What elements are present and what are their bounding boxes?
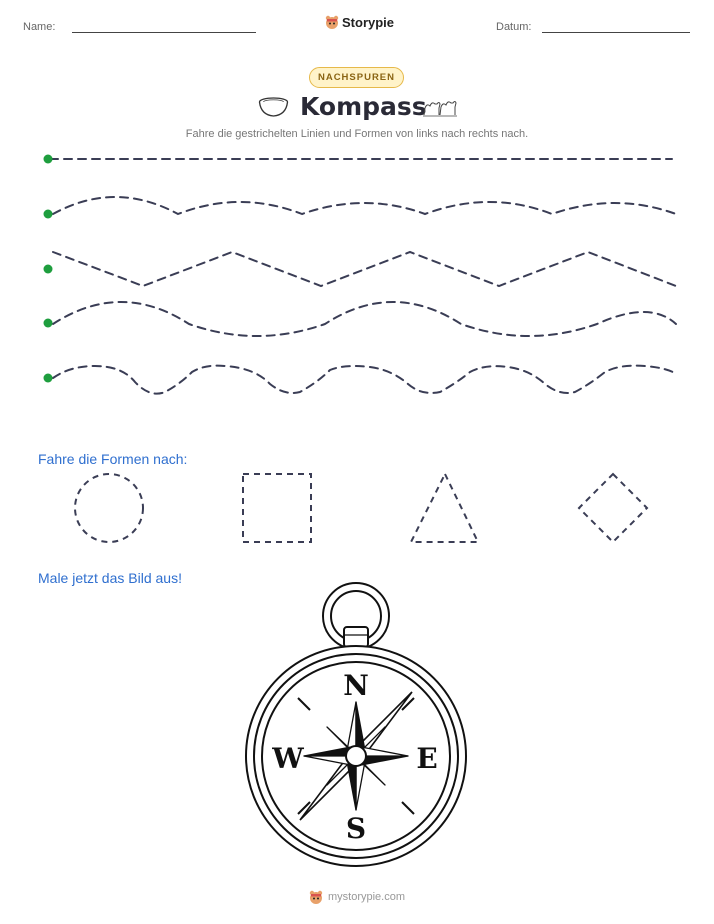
bowl-icon — [257, 95, 290, 119]
shape-triangle — [411, 474, 478, 542]
tracing-line-zigzag — [53, 252, 676, 286]
footer-url: mystorypie.com — [327, 891, 406, 903]
compass-letter-east: E — [416, 742, 438, 775]
tracing-line-sine-wave-2 — [53, 302, 676, 336]
compass-letter-west: W — [272, 742, 304, 775]
compass-illustration — [240, 580, 474, 872]
brand-logo — [325, 14, 394, 30]
worksheet-type-badge: NACHSPUREN — [309, 67, 404, 88]
compass-letter-north: N — [343, 669, 369, 702]
camels-icon — [422, 95, 458, 119]
start-dot — [44, 155, 53, 164]
tracing-line-round-wave — [53, 366, 676, 394]
page-title: Kompass — [300, 92, 427, 121]
start-dot — [44, 319, 53, 328]
brand-name: Storypie — [342, 14, 395, 30]
shape-circle — [75, 474, 143, 542]
tracing-lines — [0, 140, 714, 400]
instructions-subtitle: Fahre die gestrichelten Linien und Formen von links nach rechts nach. — [185, 128, 529, 140]
shape-square — [243, 474, 311, 542]
name-label: Name: — [23, 21, 56, 33]
tracing-line-sine-wave — [53, 197, 676, 214]
start-dot — [44, 265, 53, 274]
storypie-mascot-icon — [325, 14, 339, 30]
shape-diamond — [579, 474, 647, 542]
start-dot — [44, 210, 53, 219]
tracing-shapes — [0, 465, 714, 550]
storypie-mascot-icon — [309, 889, 323, 905]
coloring-section-label: Male jetzt das Bild aus! — [38, 570, 182, 586]
start-dot — [44, 374, 53, 383]
shapes-section-label: Fahre die Formen nach: — [38, 451, 188, 467]
date-label: Datum: — [496, 21, 532, 33]
compass-letter-south: S — [345, 812, 367, 845]
footer — [0, 889, 714, 905]
date-field-line[interactable] — [542, 32, 690, 33]
name-field-line[interactable] — [72, 32, 256, 33]
